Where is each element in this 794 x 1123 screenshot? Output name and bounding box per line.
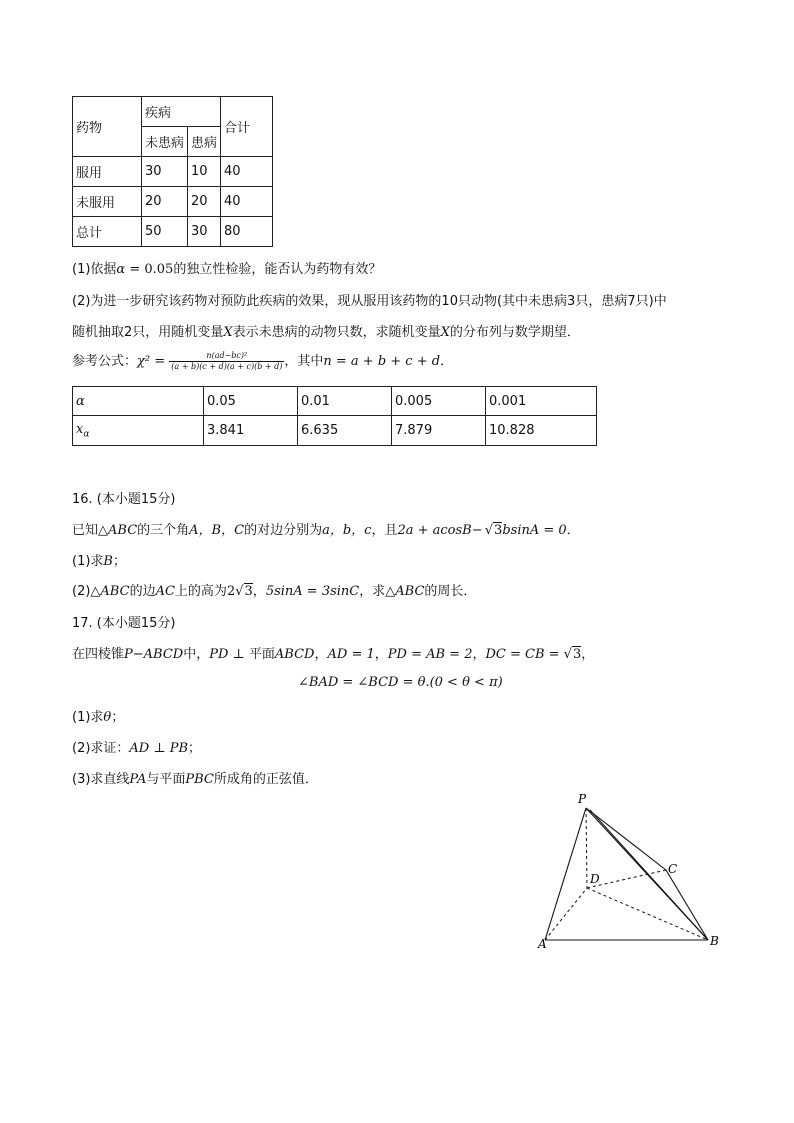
cell: 30 xyxy=(142,157,188,187)
cell: 0.001 xyxy=(486,387,597,416)
q16-part1 xyxy=(72,550,126,569)
cell: 7.879 xyxy=(392,416,486,446)
label-b: B xyxy=(710,934,719,948)
math: PD = AB = 2 xyxy=(387,647,473,662)
math: 3 xyxy=(494,523,503,538)
text: 的独立性检验，能否认为药物有效？ xyxy=(173,262,382,277)
label-a: A xyxy=(538,937,547,951)
edge-ad xyxy=(545,888,587,940)
header-not-sick: 未患病 xyxy=(142,127,188,157)
text: ； xyxy=(111,710,125,725)
text: ， xyxy=(314,647,328,662)
math: X xyxy=(440,325,450,340)
math: AC xyxy=(155,584,175,599)
text: ， xyxy=(374,647,388,662)
text: 上的高为 xyxy=(174,584,227,599)
math: a，b，c xyxy=(322,523,372,538)
math: △ xyxy=(385,584,396,599)
q15-part2-line2 xyxy=(72,321,580,340)
x-alpha-header xyxy=(73,416,204,446)
text: 中， xyxy=(183,647,210,662)
label-c: C xyxy=(668,862,678,876)
math: ABC xyxy=(395,584,425,599)
math: PBC xyxy=(185,772,214,787)
q17-part3 xyxy=(72,768,318,787)
math: ABC xyxy=(108,523,138,538)
header-sick: 患病 xyxy=(188,127,221,157)
text: (2)为进一步研究该药物对预防此疾病的效果，现从服用该药物的 xyxy=(72,294,442,309)
cell: 10 xyxy=(188,157,221,187)
text: 的三个角 xyxy=(137,523,190,538)
text: 只，用随机变量 xyxy=(132,325,224,340)
q16-title: 16. (本小题15分) xyxy=(72,492,176,507)
math: α xyxy=(83,429,90,440)
math: X xyxy=(223,325,233,340)
text: ； xyxy=(188,741,202,756)
text: (1)求 xyxy=(72,710,104,725)
header-drug: 药物 xyxy=(73,97,142,157)
header-total: 合计 xyxy=(221,97,273,157)
text: (2) xyxy=(72,584,91,599)
q17-stem: 在四棱锥P−ABCD中，PD ⊥ 平面ABCD，AD = 1，PD = AB = 2，DC = CB = √3， xyxy=(72,647,595,662)
formula-fraction xyxy=(169,351,284,372)
text: 所成角的正弦值． xyxy=(213,772,318,787)
math: = 0.05 xyxy=(125,262,174,277)
text: 表示未患病的动物只数，求随机变量 xyxy=(232,325,441,340)
cell: 80 xyxy=(221,217,273,247)
text: 的对边分别为 xyxy=(244,523,323,538)
text: 已知 xyxy=(72,523,99,538)
cell: 40 xyxy=(221,157,273,187)
cell: 0.05 xyxy=(204,387,298,416)
q16-part2: (2)△ABC的边AC上的高为2√3，5sinA = 3sinC，求△ABC的周长． xyxy=(72,584,477,599)
reference-formula xyxy=(72,350,453,372)
text: 与平面 xyxy=(146,772,186,787)
text: 3 xyxy=(567,294,576,309)
math: ABCD xyxy=(274,647,315,662)
text: ． xyxy=(440,354,454,369)
cell: 50 xyxy=(142,217,188,247)
text: 只动物(其中未患病 xyxy=(457,294,568,309)
math: △ xyxy=(90,584,101,599)
math: DC = CB = xyxy=(485,647,564,662)
text: 平面 xyxy=(248,647,275,662)
math: B xyxy=(103,554,113,569)
math: χ² = xyxy=(137,354,170,369)
q17-title: 17. (本小题15分) xyxy=(72,616,176,631)
text: 的边 xyxy=(129,584,156,599)
math: AD = 1 xyxy=(327,647,375,662)
label-d: D xyxy=(590,872,600,886)
text: 在四棱锥 xyxy=(72,647,125,662)
text: 的周长． xyxy=(424,584,477,599)
text: ，其中 xyxy=(284,354,324,369)
cell: 6.635 xyxy=(298,416,392,446)
text: ， xyxy=(252,584,266,599)
cell: 10.828 xyxy=(486,416,597,446)
q17-part1 xyxy=(72,706,124,725)
math: △ xyxy=(98,523,109,538)
text: (1)依据 xyxy=(72,262,117,277)
math: 5sinA = 3sinC xyxy=(265,584,360,599)
text: (3)求直线 xyxy=(72,772,130,787)
q16-stem: 已知△ABC的三个角A，B，C的对边分别为a，b，c，且2a + acosB− √3bsinA = 0． xyxy=(72,523,580,538)
math: ABC xyxy=(100,584,130,599)
text: 10 xyxy=(441,294,458,309)
edge-cb xyxy=(666,870,708,940)
denominator: (a + b)(c + d)(a + c)(b + d) xyxy=(171,362,283,371)
contingency-table xyxy=(72,96,273,247)
cell: 20 xyxy=(188,187,221,217)
text: ， xyxy=(581,647,595,662)
text: 的分布列与数学期望． xyxy=(449,325,580,340)
text: ， xyxy=(472,647,486,662)
cell: 0.01 xyxy=(298,387,392,416)
cell: 3.841 xyxy=(204,416,298,446)
math: 3 xyxy=(572,647,582,662)
text: 只)中 xyxy=(635,294,667,309)
math: 2a + acosB− xyxy=(397,523,487,538)
text: (2)求证： xyxy=(72,741,130,756)
edge-pb-2 xyxy=(590,810,708,940)
math: 2 xyxy=(226,584,236,599)
table-row xyxy=(73,217,273,247)
q17-angle-condition: ∠BAD = ∠BCD = θ.(0 < θ < π) xyxy=(298,675,503,690)
edge-db xyxy=(587,888,708,940)
text: 只，患病 xyxy=(575,294,628,309)
q17-part2 xyxy=(72,737,201,756)
text: 2 xyxy=(124,325,133,340)
alpha-header: α xyxy=(73,387,204,416)
math: A，B，C xyxy=(189,523,245,538)
text: ； xyxy=(112,554,126,569)
table-row xyxy=(73,157,273,187)
text: (1)求 xyxy=(72,554,104,569)
q15-part2-line1 xyxy=(72,290,667,309)
text: ，且 xyxy=(371,523,398,538)
math: bsinA = 0 xyxy=(502,523,567,538)
cell: 30 xyxy=(188,217,221,247)
row-label: 总计 xyxy=(73,217,142,247)
edge-pc xyxy=(586,808,666,870)
math: P−ABCD xyxy=(124,647,184,662)
pyramid-figure xyxy=(530,788,730,953)
math: PD ⊥ xyxy=(209,647,249,662)
cell: 0.005 xyxy=(392,387,486,416)
math: PA xyxy=(129,772,147,787)
critical-value-table xyxy=(72,386,597,446)
math: 3 xyxy=(244,584,253,599)
text: 7 xyxy=(627,294,636,309)
text: ，求 xyxy=(359,584,386,599)
edge-pd xyxy=(586,808,587,888)
math: θ xyxy=(103,710,112,725)
cell: 20 xyxy=(142,187,188,217)
text: 随机抽取 xyxy=(72,325,125,340)
edge-pa xyxy=(545,808,586,940)
row-label: 服用 xyxy=(73,157,142,187)
numerator: n(ad−bc)² xyxy=(169,351,284,362)
math: n = a + b + c + d xyxy=(323,354,441,369)
math: α xyxy=(116,262,126,277)
cell: 40 xyxy=(221,187,273,217)
table-row xyxy=(73,187,273,217)
q15-part1 xyxy=(72,258,381,277)
math: x xyxy=(76,421,84,437)
label-p: P xyxy=(578,792,587,806)
header-disease: 疾病 xyxy=(142,97,221,127)
text: 参考公式： xyxy=(72,354,138,369)
row-label: 未服用 xyxy=(73,187,142,217)
math: AD ⊥ PB xyxy=(129,741,189,756)
text: ． xyxy=(566,523,580,538)
